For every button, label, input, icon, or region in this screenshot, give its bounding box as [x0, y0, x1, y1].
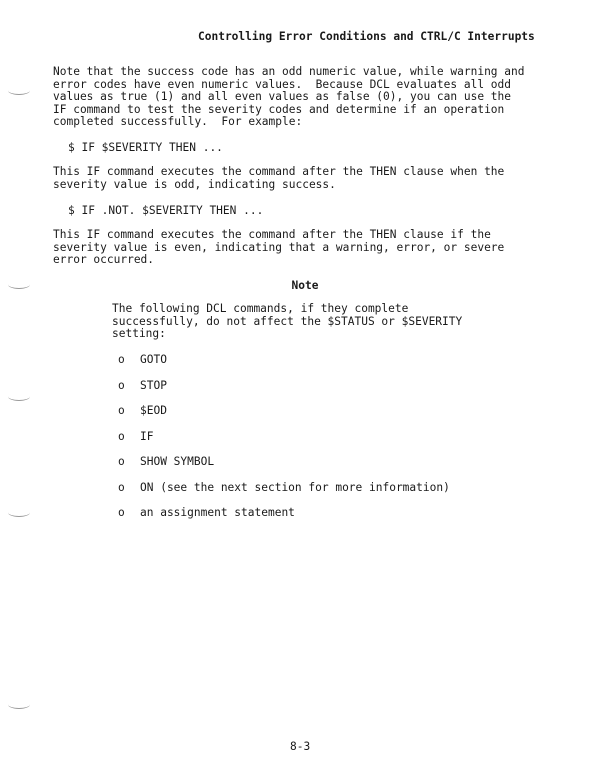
- list-item: [118, 455, 450, 481]
- binding-hole-mark: [8, 508, 30, 517]
- list-item-text: GOTO: [140, 353, 167, 366]
- list-item: [118, 379, 450, 405]
- list-item-text: $EOD: [140, 404, 167, 417]
- list-item-text: IF: [140, 429, 154, 443]
- list-item-text: ON (see the next section for more information): [140, 480, 450, 494]
- note-text: The following DCL commands, if they complete successfully, do not affect the $STATUS or $SEVERITY setting:: [112, 302, 463, 340]
- bullet-marker: o: [118, 429, 125, 443]
- binding-hole-mark: [8, 392, 30, 401]
- list-item: [118, 481, 450, 507]
- list-item: [118, 506, 450, 532]
- paragraph-success-codes: Note that the success code has an odd numeric value, while warning and error codes have even numeric values. Because DCL evaluates all odd values as true (1) and all even values as false (0), you can use the IF command to test the severity codes and determine if an operation completed successfully. For example:: [53, 65, 525, 128]
- bullet-marker: o: [118, 378, 125, 392]
- list-item-text: SHOW SYMBOL: [140, 455, 215, 468]
- list-item: [118, 353, 450, 379]
- list-item: [118, 430, 450, 456]
- list-item: [118, 404, 450, 430]
- list-item-text: an assignment statement: [140, 506, 295, 519]
- command-example-if-severity: $ IF $SEVERITY THEN ...: [68, 141, 223, 154]
- page-number: 8-3: [290, 740, 311, 753]
- binding-hole-mark: [8, 700, 30, 709]
- binding-hole-mark: [8, 280, 30, 289]
- bullet-marker: o: [118, 404, 125, 417]
- paragraph-even-explanation: This IF command executes the command after the THEN clause if the severity value is even, indicating that a warning, error, or severe error occurred.: [53, 228, 505, 266]
- command-example-if-not-severity: $ IF .NOT. $SEVERITY THEN ...: [68, 204, 264, 217]
- binding-hole-mark: [8, 86, 30, 95]
- bullet-marker: o: [118, 455, 125, 468]
- list-item-text: STOP: [140, 378, 167, 392]
- note-command-list: [118, 353, 450, 532]
- running-header: Controlling Error Conditions and CTRL/C Interrupts: [198, 30, 535, 43]
- bullet-marker: o: [118, 506, 125, 519]
- bullet-marker: o: [118, 480, 125, 494]
- paragraph-odd-explanation: This IF command executes the command after the THEN clause when the severity value is odd, indicating success.: [53, 165, 505, 191]
- bullet-marker: o: [118, 353, 125, 366]
- note-heading: Note: [291, 279, 319, 292]
